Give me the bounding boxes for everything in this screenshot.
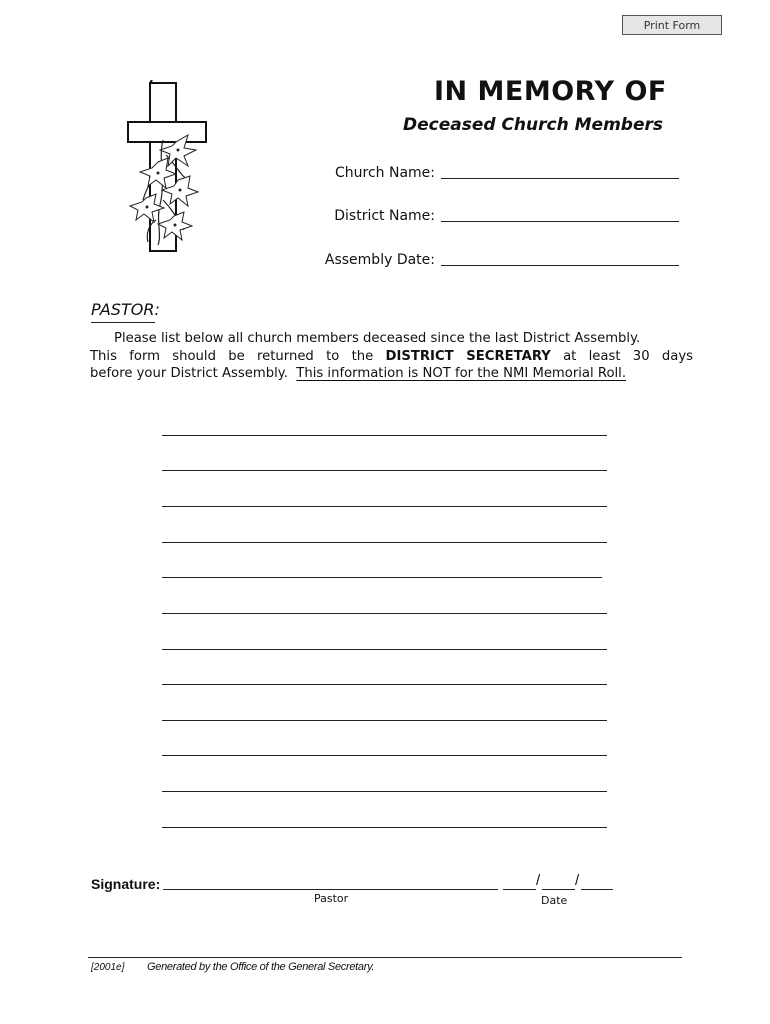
date-caption: Date [541, 894, 568, 907]
pastor-heading-underline [91, 322, 155, 323]
page-title: IN MEMORY OF [434, 76, 667, 107]
not-for-memorial-roll-notice: This information is NOT for the NMI Memorial Roll. [296, 366, 627, 381]
form-code: [2001e] [91, 962, 125, 973]
print-form-button[interactable]: Print Form [622, 15, 722, 35]
member-entry-line-12[interactable] [162, 827, 607, 828]
member-entry-line-9[interactable] [162, 720, 607, 721]
footer-generated-by: Generated by the Office of the General Secretary. [147, 961, 375, 973]
assembly-date-field[interactable] [441, 265, 679, 266]
member-entry-line-7[interactable] [162, 649, 607, 650]
instructions-text [90, 330, 693, 383]
footer-divider [88, 957, 682, 958]
date-separator-1: / [536, 872, 541, 889]
instructions-line-3-pre: before your District Assembly. [90, 366, 297, 381]
instructions-line-2-post: at least 30 days [550, 348, 693, 364]
date-month-field[interactable] [503, 889, 536, 890]
district-name-row [300, 208, 435, 228]
date-separator-2: / [575, 872, 580, 889]
member-entry-line-10[interactable] [162, 755, 607, 756]
member-entry-line-6[interactable] [162, 613, 607, 614]
pastor-heading: PASTOR: [91, 300, 160, 319]
district-name-label: District Name: [334, 208, 435, 224]
assembly-date-row [300, 252, 435, 272]
district-secretary-emphasis: DISTRICT SECRETARY [385, 348, 551, 364]
instructions-line-1: Please list below all church members deceased since the last District Assembly. [114, 331, 641, 346]
church-name-field[interactable] [441, 178, 679, 179]
date-day-field[interactable] [542, 889, 575, 890]
church-name-label: Church Name: [334, 165, 435, 181]
district-name-field[interactable] [441, 221, 679, 222]
assembly-date-label: Assembly Date: [324, 252, 435, 268]
pastor-caption: Pastor [314, 892, 349, 905]
date-year-field[interactable] [581, 889, 613, 890]
member-entry-line-2[interactable] [162, 470, 607, 471]
member-entry-line-3[interactable] [162, 506, 607, 507]
member-entry-line-4[interactable] [162, 542, 607, 543]
church-name-row [300, 165, 435, 185]
signature-label: Signature: [91, 876, 161, 892]
member-entry-line-11[interactable] [162, 791, 607, 792]
instructions-line-2-pre: This form should be returned to the [90, 348, 386, 364]
member-entry-line-8[interactable] [162, 684, 607, 685]
member-entry-line-1[interactable] [162, 435, 607, 436]
cross-with-lilies-icon [118, 80, 218, 260]
signature-field[interactable] [163, 889, 498, 890]
member-entry-line-5[interactable] [162, 577, 602, 578]
page-subtitle: Deceased Church Members [403, 115, 663, 135]
